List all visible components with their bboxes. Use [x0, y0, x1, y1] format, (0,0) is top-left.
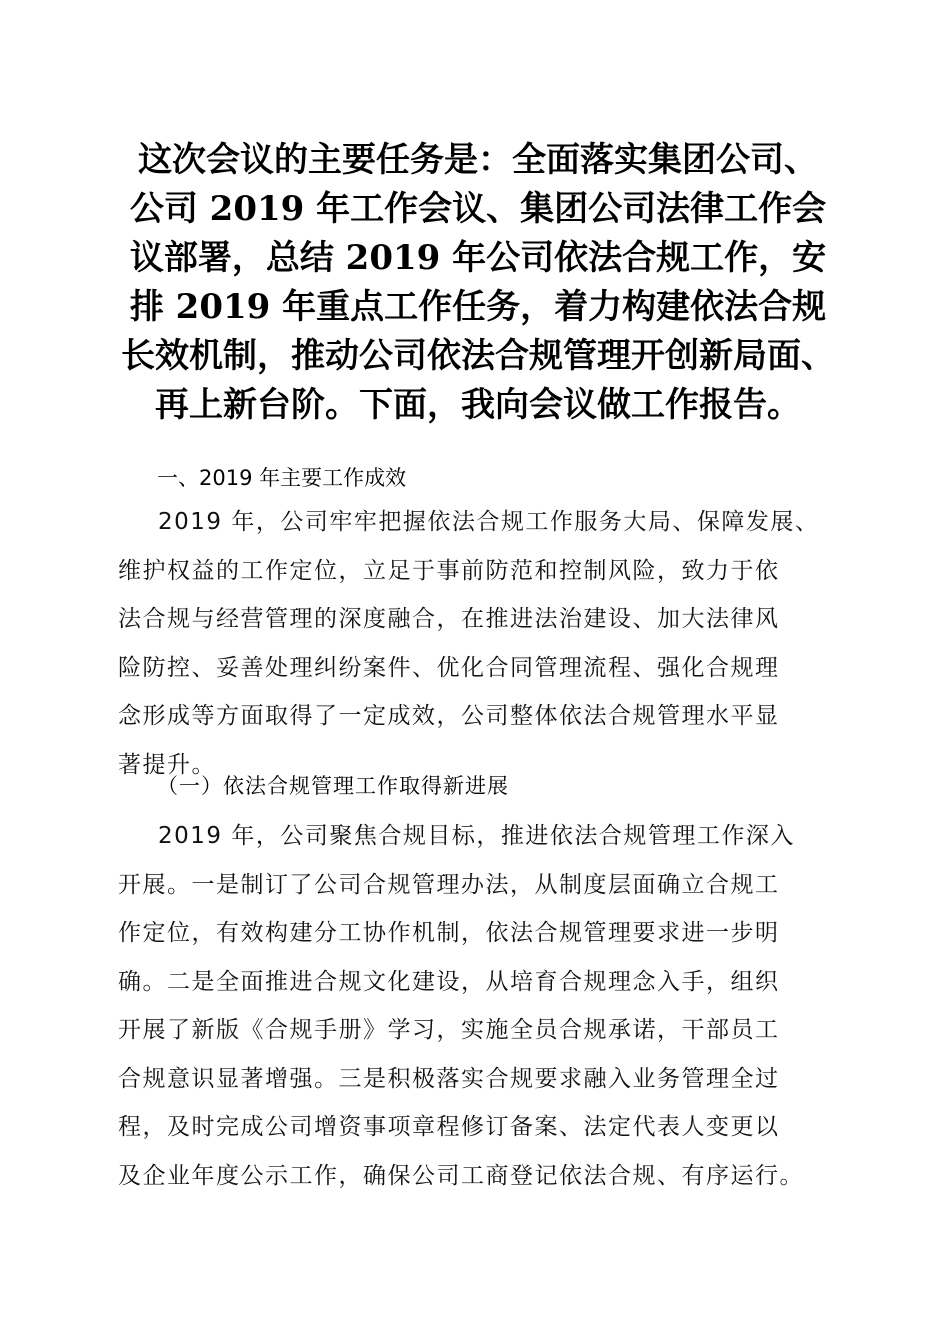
paragraph-compliance-progress [118, 812, 838, 1200]
title-line: 议部署，总结 2019 年公司依法合规工作，安 [129, 238, 827, 278]
paragraph-line: 维护权益的工作定位，立足于事前防范和控制风险，致力于依 [118, 557, 780, 584]
paragraph-line: 法合规与经营管理的深度融合，在推进法治建设、加大法律风 [118, 606, 780, 632]
paragraph-line: 念形成等方面取得了一定成效，公司整体依法合规管理水平显 [118, 703, 780, 729]
section-heading: 一、2019 年主要工作成效 [157, 466, 407, 490]
title-line: 长效机制，推动公司依法合规管理开创新局面、 [121, 336, 835, 376]
paragraph-line: 著提升。 [118, 751, 216, 778]
subsection-heading: （一）依法合规管理工作取得新进展 [157, 774, 509, 798]
paragraph-line: 合规意识显著增强。三是积极落实合规要求融入业务管理全过 [118, 1065, 780, 1092]
paragraph-line: 及企业年度公示工作，确保公司工商登记依法合规、有序运行。 [118, 1162, 804, 1189]
paragraph-line: 开展。一是制订了公司合规管理办法，从制度层面确立合规工 [118, 871, 780, 898]
paragraph-achievements [118, 498, 838, 789]
paragraph-line: 险防控、妥善处理纠纷案件、优化合同管理流程、强化合规理 [118, 654, 780, 681]
paragraph-line: 作定位，有效构建分工协作机制，依法合规管理要求进一步明 [118, 920, 780, 946]
title-line: 排 2019 年重点工作任务，着力构建依法合规 [129, 287, 827, 327]
paragraph-line: 2019 年，公司聚焦合规目标，推进依法合规管理工作深入 [158, 823, 795, 849]
report-title [118, 136, 838, 430]
paragraph-line: 确。二是全面推进合规文化建设，从培育合规理念入手，组织 [118, 968, 780, 995]
title-line: 这次会议的主要任务是：全面落实集团公司、 [138, 140, 818, 180]
paragraph-line: 程，及时完成公司增资事项章程修订备案、法定代表人变更以 [118, 1114, 780, 1140]
paragraph-line: 开展了新版《合规手册》学习，实施全员合规承诺，干部员工 [118, 1017, 780, 1043]
paragraph-line: 2019 年，公司牢牢把握依法合规工作服务大局、保障发展、 [158, 509, 820, 535]
title-line: 公司 2019 年工作会议、集团公司法律工作会 [129, 189, 827, 229]
title-line: 再上新台阶。下面，我向会议做工作报告。 [155, 385, 801, 425]
